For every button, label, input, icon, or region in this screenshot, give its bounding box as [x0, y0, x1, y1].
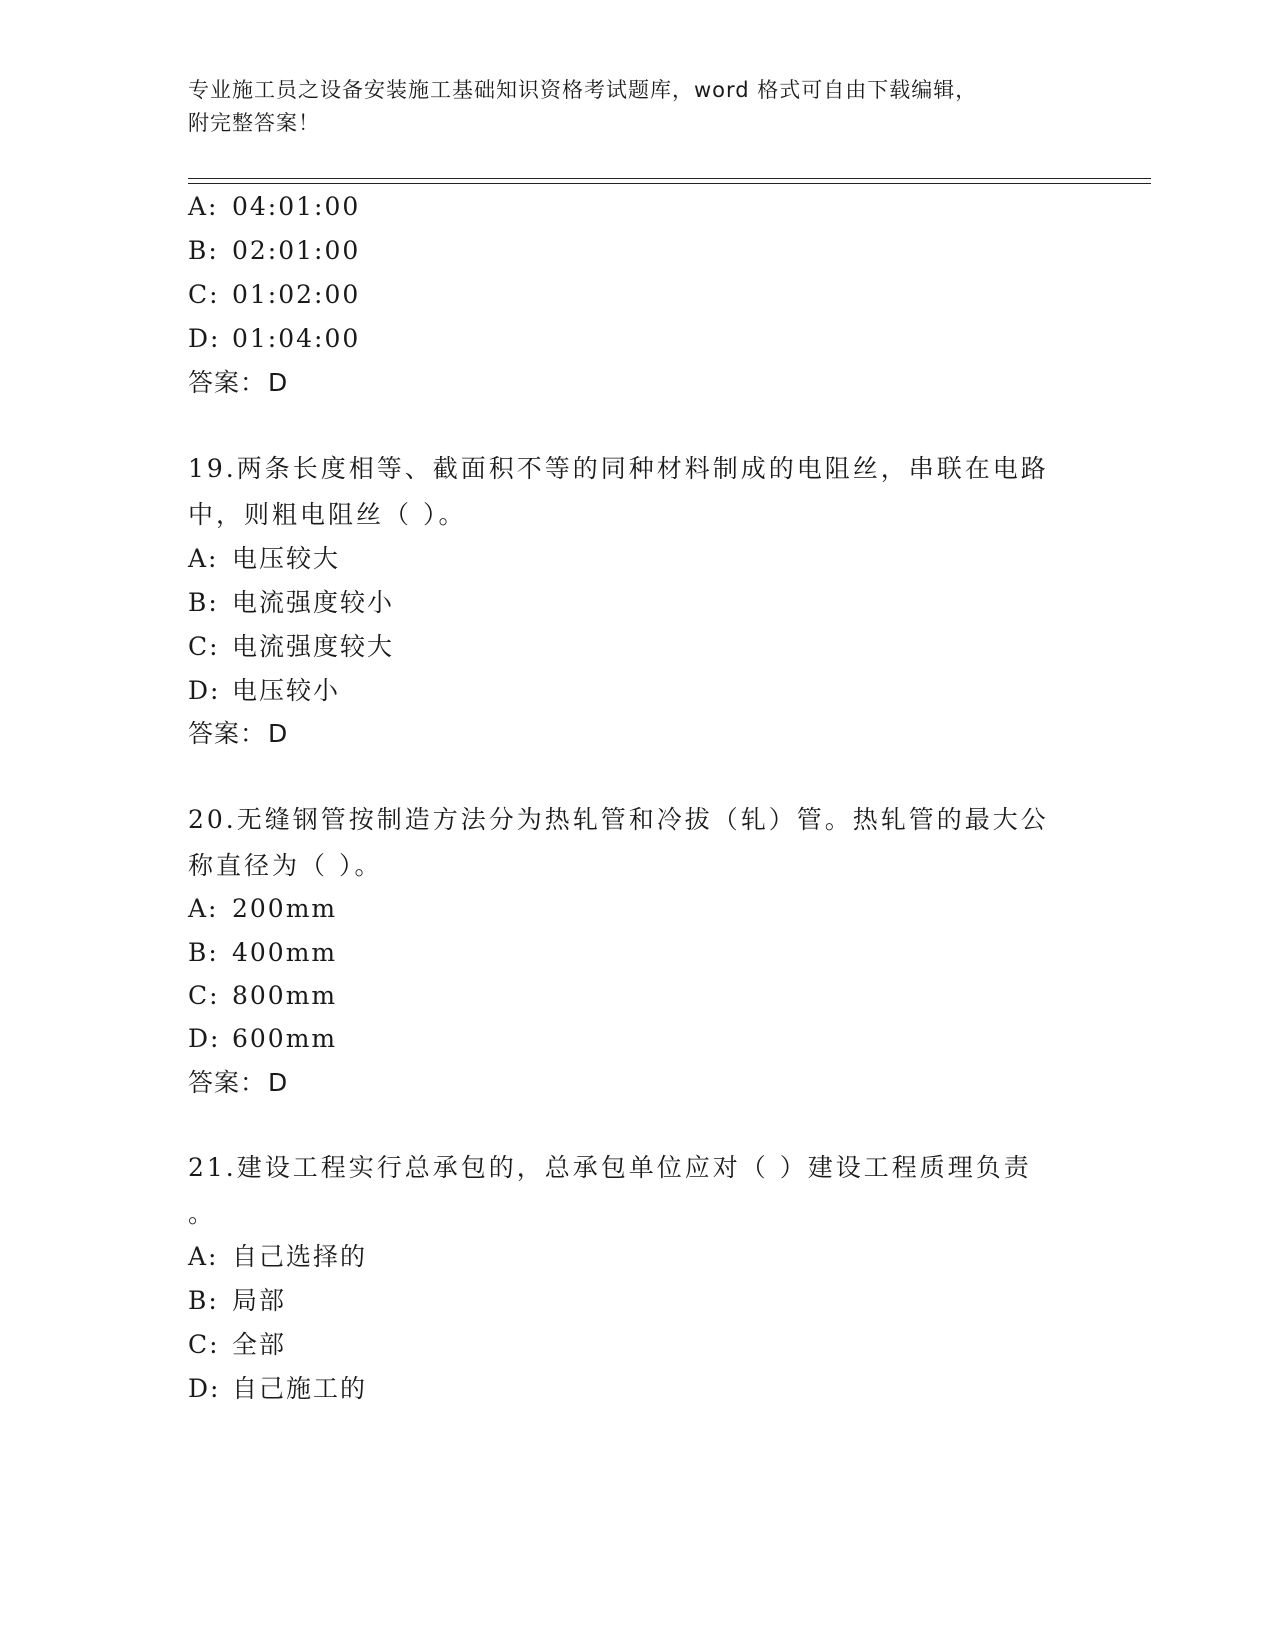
- header-line-2: 附完整答案！: [188, 111, 320, 135]
- option-letter: B:: [188, 588, 219, 617]
- option-letter: C:: [188, 981, 220, 1010]
- option-letter: A:: [188, 894, 219, 923]
- q19-option-a: [188, 542, 340, 576]
- q21-text: [188, 1145, 1068, 1237]
- answer-value: D: [268, 1068, 289, 1097]
- option-letter: C:: [188, 280, 220, 309]
- q21-text-line-2: 。: [188, 1199, 217, 1228]
- q19-answer: [188, 717, 288, 751]
- q18-answer: [188, 366, 288, 400]
- q18-option-d: [188, 322, 360, 356]
- option-letter: B:: [188, 938, 219, 967]
- answer-label: 答案：: [188, 719, 267, 748]
- option-text: 400mm: [232, 938, 338, 967]
- answer-value: D: [268, 719, 289, 748]
- q18-option-a: [188, 190, 360, 224]
- q21-option-a: [188, 1240, 367, 1274]
- q20-text-line-1: 20.无缝钢管按制造方法分为热轧管和冷拔（轧）管。热轧管的最大公: [188, 805, 1049, 834]
- q19-text-line-2: 中，则粗电阻丝（ ）。: [188, 500, 467, 529]
- q18-option-c: [188, 278, 360, 312]
- option-text: 02:01:00: [232, 236, 361, 265]
- option-text: 全部: [232, 1330, 287, 1359]
- option-text: 04:01:00: [232, 192, 361, 221]
- q20-text-line-2: 称直径为（ ）。: [188, 851, 383, 880]
- document-header: [188, 74, 1068, 140]
- option-letter: D:: [188, 1374, 221, 1403]
- option-letter: A:: [188, 1242, 219, 1271]
- q19-option-b: [188, 586, 394, 620]
- header-line-1: 专业施工员之设备安装施工基础知识资格考试题库，word 格式可自由下载编辑，: [188, 78, 978, 102]
- option-text: 800mm: [232, 981, 338, 1010]
- header-divider-bottom: [188, 183, 1151, 184]
- q20-option-b: [188, 936, 337, 970]
- q20-text: [188, 797, 1068, 889]
- q21-option-b: [188, 1284, 286, 1318]
- option-letter: A:: [188, 544, 219, 573]
- q20-answer: [188, 1066, 288, 1100]
- q21-text-line-1: 21.建设工程实行总承包的，总承包单位应对（ ）建设工程质理负责: [188, 1153, 1032, 1182]
- q19-option-d: [188, 674, 340, 708]
- option-letter: C:: [188, 1330, 220, 1359]
- option-text: 电流强度较大: [232, 632, 395, 661]
- option-letter: D:: [188, 676, 221, 705]
- option-letter: D:: [188, 1024, 221, 1053]
- q21-option-d: [188, 1372, 367, 1406]
- q20-option-d: [188, 1022, 337, 1056]
- q18-option-b: [188, 234, 360, 268]
- option-text: 电压较大: [232, 544, 341, 573]
- q20-option-c: [188, 979, 337, 1013]
- q21-option-c: [188, 1328, 286, 1362]
- answer-label: 答案：: [188, 1068, 267, 1097]
- option-text: 200mm: [232, 894, 338, 923]
- option-letter: B:: [188, 236, 219, 265]
- q20-option-a: [188, 892, 337, 926]
- option-text: 01:02:00: [232, 280, 361, 309]
- option-text: 01:04:00: [232, 324, 361, 353]
- option-letter: A:: [188, 192, 219, 221]
- option-letter: B:: [188, 1286, 219, 1315]
- option-letter: C:: [188, 632, 220, 661]
- header-divider-top: [188, 178, 1151, 179]
- q19-text: [188, 446, 1068, 538]
- option-letter: D:: [188, 324, 221, 353]
- q19-option-c: [188, 630, 394, 664]
- option-text: 局部: [232, 1286, 287, 1315]
- answer-label: 答案：: [188, 368, 267, 397]
- option-text: 自己选择的: [232, 1242, 368, 1271]
- answer-value: D: [268, 368, 289, 397]
- option-text: 电流强度较小: [232, 588, 395, 617]
- option-text: 600mm: [232, 1024, 338, 1053]
- q19-text-line-1: 19.两条长度相等、截面积不等的同种材料制成的电阻丝，串联在电路: [188, 454, 1049, 483]
- option-text: 自己施工的: [232, 1374, 368, 1403]
- option-text: 电压较小: [232, 676, 341, 705]
